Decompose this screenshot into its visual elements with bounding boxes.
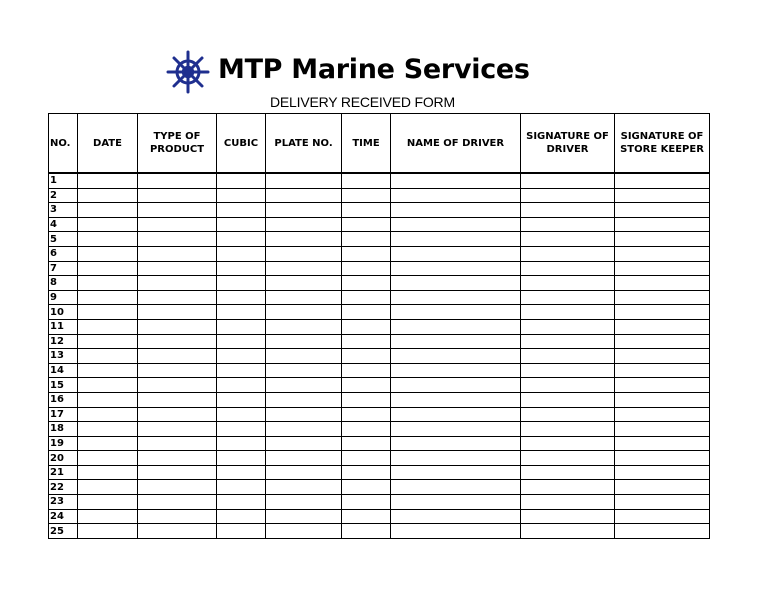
- entry-cell[interactable]: [78, 465, 138, 480]
- entry-cell[interactable]: [78, 524, 138, 539]
- entry-cell[interactable]: [78, 509, 138, 524]
- entry-cell[interactable]: [342, 349, 391, 364]
- table-row: [49, 217, 710, 232]
- entry-cell[interactable]: [615, 451, 710, 466]
- row-number: 17: [49, 407, 78, 422]
- entry-cell[interactable]: [138, 276, 217, 291]
- row-number: 13: [49, 349, 78, 364]
- entry-cell[interactable]: [391, 392, 521, 407]
- table-row: [49, 261, 710, 276]
- row-number: 10: [49, 305, 78, 320]
- entry-cell[interactable]: [521, 465, 615, 480]
- form-header: [0, 50, 768, 94]
- entry-cell[interactable]: [521, 509, 615, 524]
- table-row: [49, 334, 710, 349]
- entry-cell[interactable]: [391, 422, 521, 437]
- entry-cell[interactable]: [138, 422, 217, 437]
- table-row: [49, 173, 710, 188]
- entry-cell[interactable]: [217, 173, 266, 188]
- entry-cell[interactable]: [521, 451, 615, 466]
- entry-cell[interactable]: [217, 276, 266, 291]
- row-number: 2: [49, 188, 78, 203]
- col-header-name-of-driver: NAME OF DRIVER: [391, 114, 521, 174]
- entry-cell[interactable]: [217, 495, 266, 510]
- entry-cell[interactable]: [342, 203, 391, 218]
- entry-cell[interactable]: [78, 451, 138, 466]
- entry-cell[interactable]: [521, 261, 615, 276]
- entry-cell[interactable]: [391, 480, 521, 495]
- entry-cell[interactable]: [266, 188, 342, 203]
- entry-cell[interactable]: [138, 305, 217, 320]
- entry-cell[interactable]: [342, 480, 391, 495]
- entry-cell[interactable]: [342, 495, 391, 510]
- row-number: 21: [49, 465, 78, 480]
- entry-cell[interactable]: [521, 378, 615, 393]
- entry-cell[interactable]: [78, 349, 138, 364]
- entry-cell[interactable]: [615, 509, 710, 524]
- entry-cell[interactable]: [342, 261, 391, 276]
- col-header-no: NO.: [49, 114, 78, 174]
- entry-cell[interactable]: [138, 363, 217, 378]
- entry-cell[interactable]: [78, 203, 138, 218]
- entry-cell[interactable]: [138, 188, 217, 203]
- entry-cell[interactable]: [391, 349, 521, 364]
- col-header-cubic: CUBIC: [217, 114, 266, 174]
- entry-cell[interactable]: [615, 422, 710, 437]
- row-number: 19: [49, 436, 78, 451]
- entry-cell[interactable]: [615, 480, 710, 495]
- entry-cell[interactable]: [342, 276, 391, 291]
- entry-cell[interactable]: [217, 217, 266, 232]
- entry-cell[interactable]: [342, 232, 391, 247]
- entry-cell[interactable]: [521, 203, 615, 218]
- entry-cell[interactable]: [266, 465, 342, 480]
- entry-cell[interactable]: [391, 436, 521, 451]
- entry-cell[interactable]: [266, 422, 342, 437]
- entry-cell[interactable]: [266, 246, 342, 261]
- entry-cell[interactable]: [217, 422, 266, 437]
- entry-cell[interactable]: [342, 524, 391, 539]
- entry-cell[interactable]: [78, 290, 138, 305]
- entry-cell[interactable]: [138, 217, 217, 232]
- entry-cell[interactable]: [138, 246, 217, 261]
- delivery-table: [48, 113, 710, 539]
- entry-cell[interactable]: [521, 334, 615, 349]
- table-row: [49, 451, 710, 466]
- entry-cell[interactable]: [217, 524, 266, 539]
- entry-cell[interactable]: [521, 407, 615, 422]
- entry-cell[interactable]: [266, 436, 342, 451]
- entry-cell[interactable]: [78, 363, 138, 378]
- entry-cell[interactable]: [266, 276, 342, 291]
- entry-cell[interactable]: [615, 465, 710, 480]
- entry-cell[interactable]: [521, 276, 615, 291]
- entry-cell[interactable]: [266, 217, 342, 232]
- entry-cell[interactable]: [521, 246, 615, 261]
- entry-cell[interactable]: [138, 407, 217, 422]
- entry-cell[interactable]: [217, 319, 266, 334]
- entry-cell[interactable]: [342, 319, 391, 334]
- col-header-date: DATE: [78, 114, 138, 174]
- entry-cell[interactable]: [78, 407, 138, 422]
- row-number: 12: [49, 334, 78, 349]
- entry-cell[interactable]: [266, 363, 342, 378]
- entry-cell[interactable]: [266, 378, 342, 393]
- entry-cell[interactable]: [78, 246, 138, 261]
- table-header-row: [49, 114, 710, 174]
- entry-cell[interactable]: [521, 480, 615, 495]
- entry-cell[interactable]: [342, 173, 391, 188]
- entry-cell[interactable]: [342, 422, 391, 437]
- table-row: [49, 378, 710, 393]
- entry-cell[interactable]: [217, 480, 266, 495]
- entry-cell[interactable]: [266, 509, 342, 524]
- entry-cell[interactable]: [521, 495, 615, 510]
- entry-cell[interactable]: [266, 290, 342, 305]
- table-row: [49, 232, 710, 247]
- table-row: [49, 203, 710, 218]
- entry-cell[interactable]: [615, 290, 710, 305]
- table-row: [49, 495, 710, 510]
- table-row: [49, 276, 710, 291]
- entry-cell[interactable]: [138, 334, 217, 349]
- entry-cell[interactable]: [138, 495, 217, 510]
- entry-cell[interactable]: [615, 232, 710, 247]
- col-header-signature-of-driver: SIGNATURE OF DRIVER: [521, 114, 615, 174]
- entry-cell[interactable]: [78, 392, 138, 407]
- entry-cell[interactable]: [266, 524, 342, 539]
- entry-cell[interactable]: [342, 436, 391, 451]
- table-row: [49, 305, 710, 320]
- form-title: DELIVERY RECEIVED FORM: [270, 94, 455, 110]
- table-row: [49, 407, 710, 422]
- row-number: 18: [49, 422, 78, 437]
- entry-cell[interactable]: [138, 524, 217, 539]
- table-row: [49, 422, 710, 437]
- entry-cell[interactable]: [138, 319, 217, 334]
- entry-cell[interactable]: [342, 363, 391, 378]
- entry-cell[interactable]: [615, 436, 710, 451]
- row-number: 4: [49, 217, 78, 232]
- table-row: [49, 509, 710, 524]
- row-number: 23: [49, 495, 78, 510]
- row-number: 14: [49, 363, 78, 378]
- entry-cell[interactable]: [615, 203, 710, 218]
- entry-cell[interactable]: [615, 246, 710, 261]
- ship-wheel-icon: [166, 50, 210, 94]
- entry-cell[interactable]: [217, 305, 266, 320]
- table-row: [49, 480, 710, 495]
- table-row: [49, 349, 710, 364]
- col-header-type-of-product: TYPE OF PRODUCT: [138, 114, 217, 174]
- entry-cell[interactable]: [78, 217, 138, 232]
- entry-cell[interactable]: [138, 465, 217, 480]
- entry-cell[interactable]: [138, 378, 217, 393]
- entry-cell[interactable]: [521, 188, 615, 203]
- entry-cell[interactable]: [342, 188, 391, 203]
- col-header-time: TIME: [342, 114, 391, 174]
- table-row: [49, 436, 710, 451]
- entry-cell[interactable]: [78, 378, 138, 393]
- row-number: 24: [49, 509, 78, 524]
- table-row: [49, 188, 710, 203]
- entry-cell[interactable]: [266, 319, 342, 334]
- entry-cell[interactable]: [217, 246, 266, 261]
- col-header-plate-no: PLATE NO.: [266, 114, 342, 174]
- entry-cell[interactable]: [266, 261, 342, 276]
- entry-cell[interactable]: [138, 232, 217, 247]
- table-row: [49, 524, 710, 539]
- col-header-signature-of-store-keeper: SIGNATURE OF STORE KEEPER: [615, 114, 710, 174]
- entry-cell[interactable]: [217, 436, 266, 451]
- entry-cell[interactable]: [391, 465, 521, 480]
- entry-cell[interactable]: [615, 188, 710, 203]
- entry-cell[interactable]: [266, 173, 342, 188]
- entry-cell[interactable]: [342, 290, 391, 305]
- row-number: 6: [49, 246, 78, 261]
- entry-cell[interactable]: [615, 349, 710, 364]
- entry-cell[interactable]: [266, 334, 342, 349]
- table-row: [49, 392, 710, 407]
- entry-cell[interactable]: [217, 465, 266, 480]
- entry-cell[interactable]: [521, 436, 615, 451]
- entry-cell[interactable]: [342, 246, 391, 261]
- entry-cell[interactable]: [391, 451, 521, 466]
- entry-cell[interactable]: [342, 305, 391, 320]
- entry-cell[interactable]: [521, 524, 615, 539]
- entry-cell[interactable]: [266, 392, 342, 407]
- row-number: 20: [49, 451, 78, 466]
- entry-cell[interactable]: [391, 217, 521, 232]
- entry-cell[interactable]: [391, 246, 521, 261]
- entry-cell[interactable]: [78, 232, 138, 247]
- entry-cell[interactable]: [615, 261, 710, 276]
- entry-cell[interactable]: [615, 363, 710, 378]
- entry-cell[interactable]: [138, 392, 217, 407]
- entry-cell[interactable]: [78, 276, 138, 291]
- entry-cell[interactable]: [521, 363, 615, 378]
- entry-cell[interactable]: [391, 524, 521, 539]
- entry-cell[interactable]: [342, 509, 391, 524]
- entry-cell[interactable]: [391, 232, 521, 247]
- entry-cell[interactable]: [342, 334, 391, 349]
- table-row: [49, 319, 710, 334]
- row-number: 9: [49, 290, 78, 305]
- row-number: 11: [49, 319, 78, 334]
- entry-cell[interactable]: [138, 349, 217, 364]
- entry-cell[interactable]: [521, 232, 615, 247]
- entry-cell[interactable]: [391, 290, 521, 305]
- entry-cell[interactable]: [615, 305, 710, 320]
- entry-cell[interactable]: [217, 407, 266, 422]
- entry-cell[interactable]: [78, 261, 138, 276]
- row-number: 5: [49, 232, 78, 247]
- entry-cell[interactable]: [342, 451, 391, 466]
- entry-cell[interactable]: [615, 378, 710, 393]
- entry-cell[interactable]: [521, 217, 615, 232]
- entry-cell[interactable]: [138, 436, 217, 451]
- row-number: 15: [49, 378, 78, 393]
- entry-cell[interactable]: [217, 334, 266, 349]
- entry-cell[interactable]: [138, 290, 217, 305]
- entry-cell[interactable]: [78, 173, 138, 188]
- entry-cell[interactable]: [217, 290, 266, 305]
- entry-cell[interactable]: [266, 305, 342, 320]
- entry-cell[interactable]: [266, 203, 342, 218]
- table-row: [49, 465, 710, 480]
- entry-cell[interactable]: [138, 451, 217, 466]
- entry-cell[interactable]: [138, 480, 217, 495]
- row-number: 7: [49, 261, 78, 276]
- entry-cell[interactable]: [391, 203, 521, 218]
- entry-cell[interactable]: [615, 217, 710, 232]
- entry-cell[interactable]: [342, 217, 391, 232]
- entry-cell[interactable]: [217, 378, 266, 393]
- entry-cell[interactable]: [521, 290, 615, 305]
- entry-cell[interactable]: [615, 495, 710, 510]
- entry-cell[interactable]: [78, 319, 138, 334]
- table-row: [49, 246, 710, 261]
- entry-cell[interactable]: [138, 173, 217, 188]
- entry-cell[interactable]: [217, 392, 266, 407]
- entry-cell[interactable]: [391, 319, 521, 334]
- entry-cell[interactable]: [391, 407, 521, 422]
- entry-cell[interactable]: [266, 451, 342, 466]
- table-row: [49, 290, 710, 305]
- row-number: 3: [49, 203, 78, 218]
- row-number: 25: [49, 524, 78, 539]
- entry-cell[interactable]: [138, 509, 217, 524]
- entry-cell[interactable]: [78, 495, 138, 510]
- entry-cell[interactable]: [615, 173, 710, 188]
- entry-cell[interactable]: [138, 261, 217, 276]
- entry-cell[interactable]: [266, 232, 342, 247]
- entry-cell[interactable]: [521, 422, 615, 437]
- entry-cell[interactable]: [391, 173, 521, 188]
- entry-cell[interactable]: [615, 407, 710, 422]
- entry-cell[interactable]: [78, 305, 138, 320]
- entry-cell[interactable]: [138, 203, 217, 218]
- entry-cell[interactable]: [217, 509, 266, 524]
- entry-cell[interactable]: [342, 392, 391, 407]
- table-row: [49, 363, 710, 378]
- entry-cell[interactable]: [78, 188, 138, 203]
- entry-cell[interactable]: [342, 465, 391, 480]
- entry-cell[interactable]: [391, 509, 521, 524]
- entry-cell[interactable]: [521, 319, 615, 334]
- entry-cell[interactable]: [615, 276, 710, 291]
- entry-cell[interactable]: [391, 261, 521, 276]
- company-name: MTP Marine Services: [218, 54, 530, 85]
- entry-cell[interactable]: [217, 232, 266, 247]
- entry-cell[interactable]: [342, 407, 391, 422]
- entry-cell[interactable]: [78, 436, 138, 451]
- entry-cell[interactable]: [391, 188, 521, 203]
- entry-cell[interactable]: [266, 480, 342, 495]
- entry-cell[interactable]: [615, 524, 710, 539]
- entry-cell[interactable]: [391, 334, 521, 349]
- entry-cell[interactable]: [342, 378, 391, 393]
- entry-cell[interactable]: [266, 407, 342, 422]
- entry-cell[interactable]: [217, 451, 266, 466]
- row-number: 22: [49, 480, 78, 495]
- entry-cell[interactable]: [78, 422, 138, 437]
- entry-cell[interactable]: [266, 495, 342, 510]
- entry-cell[interactable]: [615, 392, 710, 407]
- entry-cell[interactable]: [521, 392, 615, 407]
- entry-cell[interactable]: [521, 305, 615, 320]
- entry-cell[interactable]: [521, 173, 615, 188]
- entry-cell[interactable]: [391, 378, 521, 393]
- row-number: 1: [49, 173, 78, 188]
- entry-cell[interactable]: [266, 349, 342, 364]
- entry-cell[interactable]: [615, 334, 710, 349]
- entry-cell[interactable]: [78, 334, 138, 349]
- entry-cell[interactable]: [615, 319, 710, 334]
- entry-cell[interactable]: [391, 495, 521, 510]
- entry-cell[interactable]: [78, 480, 138, 495]
- entry-cell[interactable]: [391, 305, 521, 320]
- row-number: 8: [49, 276, 78, 291]
- entry-cell[interactable]: [391, 363, 521, 378]
- entry-cell[interactable]: [217, 261, 266, 276]
- row-number: 16: [49, 392, 78, 407]
- entry-cell[interactable]: [217, 349, 266, 364]
- entry-cell[interactable]: [521, 349, 615, 364]
- entry-cell[interactable]: [391, 276, 521, 291]
- entry-cell[interactable]: [217, 203, 266, 218]
- entry-cell[interactable]: [217, 363, 266, 378]
- entry-cell[interactable]: [217, 188, 266, 203]
